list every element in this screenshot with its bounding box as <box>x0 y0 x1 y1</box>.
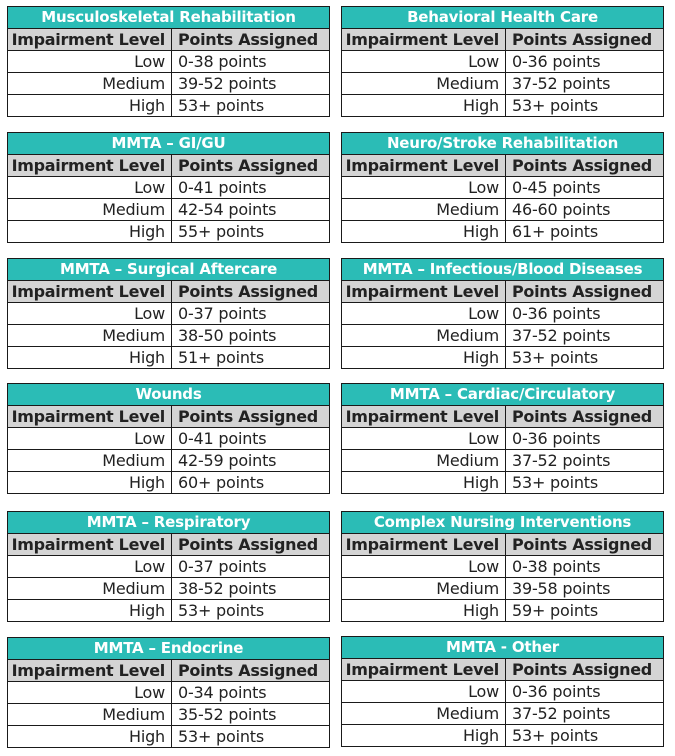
table-row <box>342 703 664 725</box>
impairment-level-cell: Medium <box>8 199 172 221</box>
column-header-impairment-level: Impairment Level <box>8 406 172 428</box>
points-cell: 39-58 points <box>506 578 664 600</box>
points-cell: 53+ points <box>506 95 664 117</box>
impairment-level-cell: High <box>8 95 172 117</box>
impairment-level-cell: Medium <box>342 450 506 472</box>
table-row <box>8 556 330 578</box>
points-cell: 61+ points <box>506 221 664 243</box>
column-header-points-assigned: Points Assigned <box>506 534 664 556</box>
points-cell: 53+ points <box>172 600 330 622</box>
column-header-impairment-level: Impairment Level <box>8 155 172 177</box>
table-row <box>8 704 330 726</box>
table-row <box>342 221 664 243</box>
table-row <box>342 600 664 622</box>
impairment-level-cell: High <box>8 347 172 369</box>
points-cell: 0-36 points <box>506 51 664 73</box>
impairment-level-cell: Medium <box>342 703 506 725</box>
column-header-impairment-level: Impairment Level <box>8 29 172 51</box>
points-cell: 38-52 points <box>172 578 330 600</box>
table-row <box>8 347 330 369</box>
table-row <box>8 600 330 622</box>
column-header-points-assigned: Points Assigned <box>172 534 330 556</box>
column-header-impairment-level: Impairment Level <box>8 534 172 556</box>
table-title: Wounds <box>8 384 330 406</box>
table-row <box>342 303 664 325</box>
impairment-level-cell: High <box>342 600 506 622</box>
impairment-level-cell: Medium <box>342 325 506 347</box>
impairment-level-cell: High <box>8 600 172 622</box>
table-row <box>8 221 330 243</box>
impairment-level-cell: Low <box>8 51 172 73</box>
table-row <box>342 73 664 95</box>
impairment-level-cell: Low <box>342 428 506 450</box>
table-title: Neuro/Stroke Rehabilitation <box>342 133 664 155</box>
table-row <box>342 51 664 73</box>
column-header-impairment-level: Impairment Level <box>342 534 506 556</box>
table-row <box>8 199 330 221</box>
table-musculoskeletal-rehabilitation <box>7 6 330 117</box>
column-header-points-assigned: Points Assigned <box>506 406 664 428</box>
points-cell: 53+ points <box>506 725 664 747</box>
points-cell: 51+ points <box>172 347 330 369</box>
points-cell: 60+ points <box>172 472 330 494</box>
table-row <box>342 177 664 199</box>
table-title: Complex Nursing Interventions <box>342 512 664 534</box>
impairment-level-cell: Medium <box>342 199 506 221</box>
impairment-level-cell: Low <box>8 177 172 199</box>
table-row <box>342 725 664 747</box>
impairment-level-cell: High <box>8 472 172 494</box>
impairment-level-cell: Medium <box>8 578 172 600</box>
table-title: MMTA – GI/GU <box>8 133 330 155</box>
impairment-level-cell: Low <box>8 556 172 578</box>
table-title: Musculoskeletal Rehabilitation <box>8 7 330 29</box>
impairment-level-cell: Medium <box>342 578 506 600</box>
table-mmta-infectious-blood-diseases <box>341 258 664 369</box>
impairment-level-cell: Medium <box>8 450 172 472</box>
column-header-points-assigned: Points Assigned <box>506 155 664 177</box>
column-header-points-assigned: Points Assigned <box>172 29 330 51</box>
table-row <box>8 428 330 450</box>
points-cell: 0-36 points <box>506 303 664 325</box>
points-cell: 38-50 points <box>172 325 330 347</box>
table-row <box>8 472 330 494</box>
table-mmta-respiratory <box>7 511 330 622</box>
points-cell: 0-38 points <box>506 556 664 578</box>
points-cell: 0-41 points <box>172 428 330 450</box>
impairment-level-cell: High <box>8 726 172 748</box>
table-row <box>342 556 664 578</box>
points-cell: 0-37 points <box>172 556 330 578</box>
table-row <box>8 578 330 600</box>
table-complex-nursing-interventions <box>341 511 664 622</box>
column-header-impairment-level: Impairment Level <box>8 281 172 303</box>
table-row <box>8 450 330 472</box>
table-row <box>8 73 330 95</box>
points-cell: 37-52 points <box>506 73 664 95</box>
points-cell: 42-59 points <box>172 450 330 472</box>
table-row <box>342 681 664 703</box>
table-row <box>342 347 664 369</box>
table-mmta-gi-gu <box>7 132 330 243</box>
impairment-level-cell: Medium <box>8 325 172 347</box>
table-title: MMTA – Endocrine <box>8 638 330 660</box>
table-mmta-surgical-aftercare <box>7 258 330 369</box>
impairment-level-cell: Medium <box>8 73 172 95</box>
impairment-level-cell: High <box>342 347 506 369</box>
points-cell: 46-60 points <box>506 199 664 221</box>
impairment-level-cell: High <box>342 95 506 117</box>
table-title: Behavioral Health Care <box>342 7 664 29</box>
table-row <box>8 95 330 117</box>
table-row <box>342 428 664 450</box>
table-row <box>8 325 330 347</box>
table-row <box>342 325 664 347</box>
points-cell: 0-45 points <box>506 177 664 199</box>
table-mmta-cardiac-circulatory <box>341 383 664 494</box>
table-behavioral-health-care <box>341 6 664 117</box>
points-cell: 37-52 points <box>506 703 664 725</box>
table-mmta-endocrine <box>7 637 330 748</box>
impairment-level-cell: High <box>342 725 506 747</box>
table-row <box>342 450 664 472</box>
table-row <box>8 726 330 748</box>
table-row <box>8 303 330 325</box>
table-title: MMTA – Cardiac/Circulatory <box>342 384 664 406</box>
points-cell: 0-36 points <box>506 681 664 703</box>
column-header-impairment-level: Impairment Level <box>342 29 506 51</box>
column-header-impairment-level: Impairment Level <box>342 659 506 681</box>
impairment-level-cell: Low <box>342 51 506 73</box>
column-header-impairment-level: Impairment Level <box>342 155 506 177</box>
impairment-level-cell: Low <box>8 303 172 325</box>
table-row <box>8 177 330 199</box>
points-cell: 55+ points <box>172 221 330 243</box>
points-cell: 0-38 points <box>172 51 330 73</box>
impairment-level-cell: High <box>8 221 172 243</box>
impairment-level-cell: Low <box>8 682 172 704</box>
points-cell: 35-52 points <box>172 704 330 726</box>
column-header-points-assigned: Points Assigned <box>172 660 330 682</box>
points-cell: 42-54 points <box>172 199 330 221</box>
table-title: MMTA – Surgical Aftercare <box>8 259 330 281</box>
table-row <box>342 472 664 494</box>
impairment-level-cell: Low <box>342 177 506 199</box>
table-neuro-stroke-rehabilitation <box>341 132 664 243</box>
impairment-level-cell: High <box>342 472 506 494</box>
column-header-points-assigned: Points Assigned <box>506 659 664 681</box>
points-cell: 53+ points <box>506 472 664 494</box>
table-title: MMTA – Respiratory <box>8 512 330 534</box>
table-wounds <box>7 383 330 494</box>
impairment-level-cell: Low <box>342 681 506 703</box>
impairment-level-cell: High <box>342 221 506 243</box>
points-cell: 0-41 points <box>172 177 330 199</box>
table-row <box>342 199 664 221</box>
column-header-points-assigned: Points Assigned <box>172 406 330 428</box>
points-cell: 59+ points <box>506 600 664 622</box>
points-cell: 53+ points <box>172 726 330 748</box>
impairment-level-cell: Medium <box>8 704 172 726</box>
impairment-level-cell: Low <box>342 556 506 578</box>
column-header-points-assigned: Points Assigned <box>172 155 330 177</box>
column-header-points-assigned: Points Assigned <box>172 281 330 303</box>
points-cell: 37-52 points <box>506 325 664 347</box>
table-row <box>8 682 330 704</box>
table-title: MMTA – Infectious/Blood Diseases <box>342 259 664 281</box>
table-title: MMTA - Other <box>342 637 664 659</box>
table-row <box>342 578 664 600</box>
table-row <box>8 51 330 73</box>
column-header-impairment-level: Impairment Level <box>342 406 506 428</box>
table-row <box>342 95 664 117</box>
points-cell: 0-34 points <box>172 682 330 704</box>
impairment-level-cell: Medium <box>342 73 506 95</box>
points-cell: 53+ points <box>172 95 330 117</box>
impairment-level-cell: Low <box>342 303 506 325</box>
column-header-points-assigned: Points Assigned <box>506 281 664 303</box>
points-cell: 39-52 points <box>172 73 330 95</box>
points-cell: 37-52 points <box>506 450 664 472</box>
impairment-level-cell: Low <box>8 428 172 450</box>
points-cell: 53+ points <box>506 347 664 369</box>
table-mmta-other <box>341 636 664 747</box>
column-header-impairment-level: Impairment Level <box>8 660 172 682</box>
points-cell: 0-36 points <box>506 428 664 450</box>
column-header-points-assigned: Points Assigned <box>506 29 664 51</box>
points-cell: 0-37 points <box>172 303 330 325</box>
column-header-impairment-level: Impairment Level <box>342 281 506 303</box>
